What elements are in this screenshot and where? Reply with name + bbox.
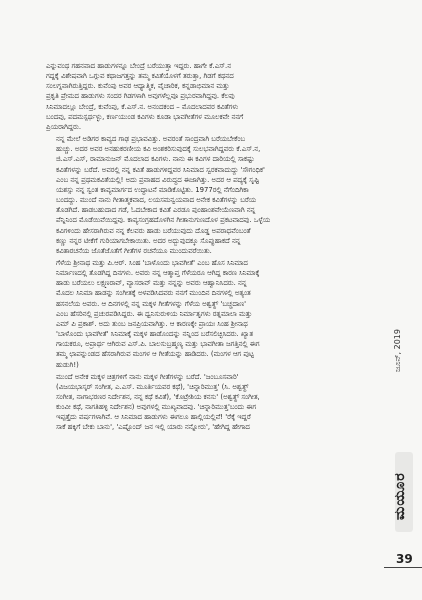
text-line: ತೊಡಗಿದೆ. ಹಾಡಬಹುದಾದ ಗಡೆ, ಓದಬೇಕಾದ ಕವಿತೆ ಎರಡೂ ಪುಂಹಾಂಶವೇಯೆಣವಾಗಿ ನನ್ನ — [56, 206, 256, 215]
magazine-brand: ಮಯೂರ — [392, 472, 408, 520]
paragraph — [46, 134, 376, 256]
text-line: ಗಾಯಕರೂ, ಅಪ್ರಾರ್ಥ ಆಗಿರುವ ಎಸ್.ಪಿ. ಬಾಲಸುಬ್ರಹ್ಮಣ್ಯ ಮತ್ತು ಭಾವಗೀತಾ ಜಗತ್ತಿನಲ್ಲಿ ಈಗ — [56, 340, 260, 349]
text-line: (ವಿಜಯಭಾಸ್ಕರ್ ಸಂಗೀತ, ಎ.ಎಸ್. ಮೂರ್ತಿಯವರ ಕಥೆ), 'ಚಿನ್ನಾರಿಮುತ್ತ' (ಸಿ. ಅಶ್ವತ್ಥ್ — [56, 382, 249, 391]
text-line: ಹಸನಲೆಯ ಅವರು. ಆ ದಿನಗಳಲ್ಲಿ ನನ್ನ ಮಕ್ಕಳ ಗೀತೆಗಳನ್ನು ಗೆಳೆಯ ಅಶ್ವತ್ಥ್ 'ಬಚ್ಚದಾಣ' — [56, 299, 247, 308]
text-line: ಎಂಬ ನನ್ನ ಪ್ರಥಮಕವಿತೆಯಲ್ಲಿ! ಅದು ಪ್ರವಾಹದ ವಿರುದ್ಧದ ಈಜಾಗಿತ್ತು. ಅದರ ಆ ಪದ್ಯಕ್ಕೆ ಸೃಷ್ಟಿ — [56, 175, 260, 184]
text-line: ನನ್ನ ಮೇಲೆ ಅಡಿಗರ ಕಾವ್ಯದ ಗಾಢ ಪ್ರಭಾವವಿತ್ತು. ಅವರಂತೆ ಸಾಂದ್ರವಾಗಿ ಬರೆಯಬೇಕೆಂಬ — [56, 135, 246, 144]
text-line: ಪೆನ್ನಿನಿಂದ ಮೊಡೆಯಿವೆಯಿದ್ದವು. ಕಾವ್ಯಸಂಗ್ರಹದೊಳಗಿನ ಗೀತಾನುಗುಣದೊಳ ಪ್ರಕಟವಾದವು. ಒಳ್ಳೆಯ — [56, 216, 271, 225]
text-line: ಕುಂವೀ ಕಥೆ, ನಾಗತಿಹಳ್ಳಿ ನಿರ್ದೇಶನ) ಅವುಗಳಲ್ಲಿ ಮುಖ್ಯವಾದವು. 'ಚಿನ್ನಾರಿಮುತ್ತ'ಬಂದು ಈಗ — [56, 403, 257, 412]
text-line: ಎಮ್ ಪಿ ಪ್ರಕಾಶ್. ಅದು ತುಂಬ ಜನಪ್ರಿಯವಾಗಿತ್ತು. ಆ ಕಾರಣಕ್ಕೇ ಪ್ರಾಯಃ ಸಿಂಹ ಶ್ರೀನಾಥ — [56, 319, 248, 328]
text-line: ಮುಂದೆ ಅನೇಕ ಮಕ್ಕಳ ಚಿತ್ರಗಳಿಗೆ ನಾನು ಮಕ್ಕಳ ಗೀತೆಗಳನ್ನು ಬರೆದೆ. 'ಜಂಬೂಸವಾರಿ' — [56, 372, 239, 381]
text-line: ಕಣ್ಣು ನನ್ನರ ಟೀಕೆಗೆ ಗುರಿಯಾಗಬೇಕಾಯಿತು. ಅದರ ಅದ್ಭುವುದಕ್ಕೂ ಸೊಪ್ಪುಹಾಕದೆ ನನ್ನ — [56, 236, 241, 245]
text-line: ಸಾಕೆ ಹಕ್ಕಿಗೆ ಬೇಕು ಬಾನು', 'ಎಷ್ಟೊಂದ್ ಜನ ಇಲ್ಲಿ ಯಾರು ನನ್ನೋರು', 'ಹೇಗಿದ್ದ ಹೇಗಾದ — [56, 423, 250, 432]
text-line: ಜಿ.ಎಸ್.ಎಸ್, ರಾಮಾನುಜನ್ ಮೊದಲಾದ ಕವಿಗಳು. ನಾನು ಈ ಕವಿಗಳ ದಾರಿಯಲ್ಲಿ ಸಾಕಷ್ಟು — [56, 155, 255, 164]
issue-date: ಜೂನ್, 2019 — [393, 329, 402, 372]
text-line: ಎನ್ನುವಂಥ ಗಹನವಾದ ಹಾಡುಗಳನ್ನೂ ಬೇಂದ್ರೆ ಬರೆಯುತ್ತಾ ಇದ್ದರು. ಹಾಗೇ ಕೆ.ಎಸ್.ನ — [46, 62, 232, 70]
text-line: ನಿರ್ಮಾಣದಲ್ಲಿ ತೊಡಗಿದ್ದ ದಿನಗಳು. ಅವರು ನನ್ನ ಆತ್ಮಾಪ್ತ ಗೆಳೆಯರೂ ಆಗಿದ್ದ ಕಾರಣ ಸಿನಿಮಾಕ್ಕೆ — [56, 269, 260, 278]
paragraph — [46, 372, 376, 433]
text-line: ತಮ್ಮ ಛಾಪನ್ನುಂಡದ ಹೆಸರಾಗಿರುವ ಮಂಗಳ ಆ ಗೀತೆಯನ್ನು ಹಾಡಿದರು. (ಮಂಗಳ ಆಗ ಪುಟ್ಟ — [56, 350, 254, 359]
text-line: ಹಾಡು ಬರೆಯಲು ಲಕ್ಷ್ಮಣರಾವ್, ವ್ಯಾಸರಾವ್ ಮತ್ತು ನನ್ನನ್ನು ಅವರು ಆಹ್ವಾನಿಸಿದರು. ನನ್ನ — [56, 279, 247, 288]
text-line: ಹುಡುಗಿ!) — [56, 360, 79, 369]
text-line: ಬಂದವು, ಪದಮಸ್ಪರ್ಥಳ್ಳು, ಕರ್ಣಯುಂಡ ಕವಿಗಳು ಕೂಡಾ ಭಾವಗೀತೆಗಳ ಮೂಲಕವೇ ನನಗೆ — [46, 112, 244, 121]
text-line: ಗದ್ದಕ್ಕೆ ವಿಶೇಷವಾಗಿ ಒಗ್ಗುವ ಕಥಾಜಗತ್ತನ್ನು ತಮ್ಮ ಕವಿತೆಯೊಳಗೆ ತರುತ್ತಾ, ಗಿಡಗೆ ಕಥನದ — [46, 72, 234, 81]
text-line: ಕವಿಗಳಿಂದು ಹೇಸರಾಗಿರುವ ನನ್ನ ಕೆಲವರು ಹಾಡು ಬರೆಯುವುದು ದೊಡ್ಡ ಅಪರಾಧವೆಂಬಂತೆ — [56, 226, 251, 235]
text-line: ಕವಿತೆಗಳನ್ನು ಬರೆದೆ. ಅವರಲ್ಲಿ ನನ್ನ ಕವಿತೆ ಹಾಡುಗಳಿದ್ದವರ ಸಿನಿಮಾದ ಸ್ವರಕವಾದುದ್ದು 'ಸೌಗಂಧಿಕ' — [56, 165, 265, 174]
text-line: 'ಬಾಳೊಂದು ಭಾವಗೀತೆ' ಸಿನಿಮಾಕ್ಕೆ ಮಕ್ಕಳ ಹಾಡೊಂದನ್ನು ನನ್ನಿಂದ ಬರೆಸಲಿಚ್ಛಿಸಿದರು. ಖ್ಯಾತ — [56, 330, 253, 339]
text-line: ಹುಚ್ಚು. ಅದರ ಅವರ ಅನಹುಕರಣೀಯ ಕವಿ ಅಂಶಕರಿಸುವುದಕ್ಕೆ ಸುಲಭವಾಗಿದ್ದವರು ಕೆ.ಎಸ್.ನ, — [56, 145, 261, 154]
text-line: ಪ್ರಿಯರಾಗಿದ್ದರು. — [46, 122, 82, 131]
text-line: ಪ್ರಕೃತಿ ಪ್ರೇಮದ ಹಾಡುಗಳು ಸಂದರ ಗಿಡಗಳಾಗಿ ಅವುಗಳೆಲ್ಲವೂ ಪ್ರಭುರವಾಗಿದ್ದವು. ಕೆಲವು — [46, 92, 235, 101]
text-line: ಎಂಬ ಹೆಸರಿನಲ್ಲಿ ಪ್ರಚುರಪಡಿಸಿದ್ದರು. ಈ ಧ್ವನಿಸುರುಳಿಯ ನಿರ್ಮಾತೃಗಳು ರತ್ನಮಾಲಾ ಮತ್ತು — [56, 309, 253, 318]
text-line: ಗೆಳೆಯ ಶ್ರೀನಾಥ ಮತ್ತು ಪಿ.ಆರ್. ಸಿಂಹ 'ಬಾಳೊಂದು ಭಾವಗೀತೆ' ಎಂಬ ಹೊಸ ಸಿನಿಮಾದ — [56, 258, 248, 267]
text-line: ಸಂಲಗ್ನವಾಗಿರುತ್ತಿದ್ದರು. ಕುವೆಂಪು ಅವರ ಆಧ್ಯಾತ್ಮಿಕ, ವೈಚಾರಿಕ, ಕನ್ನಡಾಭಿಮಾನ ಮತ್ತು — [46, 82, 230, 91]
text-line: ಸಂಗೀತ, ನಾಗಾಭರಣರ ನಿರ್ದೇಶನ, ನನ್ನ ಕಥೆ ಕವಿತೆ), 'ಕೊಟ್ರೇಶಿಯ ಕನಸು' (ಅಶ್ವತ್ಥ್ ಸಂಗೀತ, — [56, 393, 260, 401]
paragraph — [46, 61, 376, 132]
article-body — [46, 61, 376, 435]
text-line: ಸಿನಿಮಾದಲ್ಲೂ ಬೇಂದ್ರೆ, ಕುವೆಂಪು, ಕೆ.ಎಸ್.ನ. ಅನಂದಕಂದ – ಮೊದಲಾದವರ ಕವಿತೆಗಳು — [46, 102, 239, 111]
text-line: ಯಶಸ್ಸು ನನ್ನ ಸ್ವಂತ ಕಾವ್ಯಮಾರ್ಗದ ಉದ್ಧಾಟನೆ ಮಾಡಿಕೊಟ್ಟಿತು. 1977ರಲ್ಲಿ ನೆಗೆಂದಿಗಿಕಾ — [56, 185, 249, 194]
text-line: ಕವಿತಾರಚನೆಯ ಜೊತೆಜೊತೆಗೆ ಗೀತೆಗಳ ರಚನೆಯೂ ಮುಂದುವರೆಯಿತು. — [56, 246, 212, 255]
footer-rule — [384, 567, 422, 568]
text-line: ಬಂದದ್ದು. ಮುಂದೆ ನಾನು ಗೀತಾತ್ಮಕವಾದ, ಲಯಸಮನ್ವಯವಾದ ಅನೇಕ ಕವಿತೆಗಳನ್ನು ಬರೆಯ — [56, 196, 256, 205]
text-line: ಮೊದಲ ಸಿನಿಮಾ ಹಾಡನ್ನು ಸಂಗೀತಕ್ಕೆ ಅಳವಡಿಸಿದವರು ನನಗೆ ಮುಂದಿನ ದಿನಗಳಲ್ಲಿ ಅತ್ಯಂತ — [56, 289, 251, 298]
text-line: ಇಪ್ಪತ್ತೈದು ವರ್ಷಗಳಾಗಿವೆ. ಆ ಸಿನಿಮಾದ ಹಾಡುಗಳು ಈಗಲೂ ಹಾಲ್ಲಿಯಲ್ಲಿವೆ! 'ರೆಕ್ಕೆ ಇದ್ದರೆ — [56, 413, 251, 422]
page-number: 39 — [396, 552, 413, 566]
paragraph — [46, 258, 376, 370]
